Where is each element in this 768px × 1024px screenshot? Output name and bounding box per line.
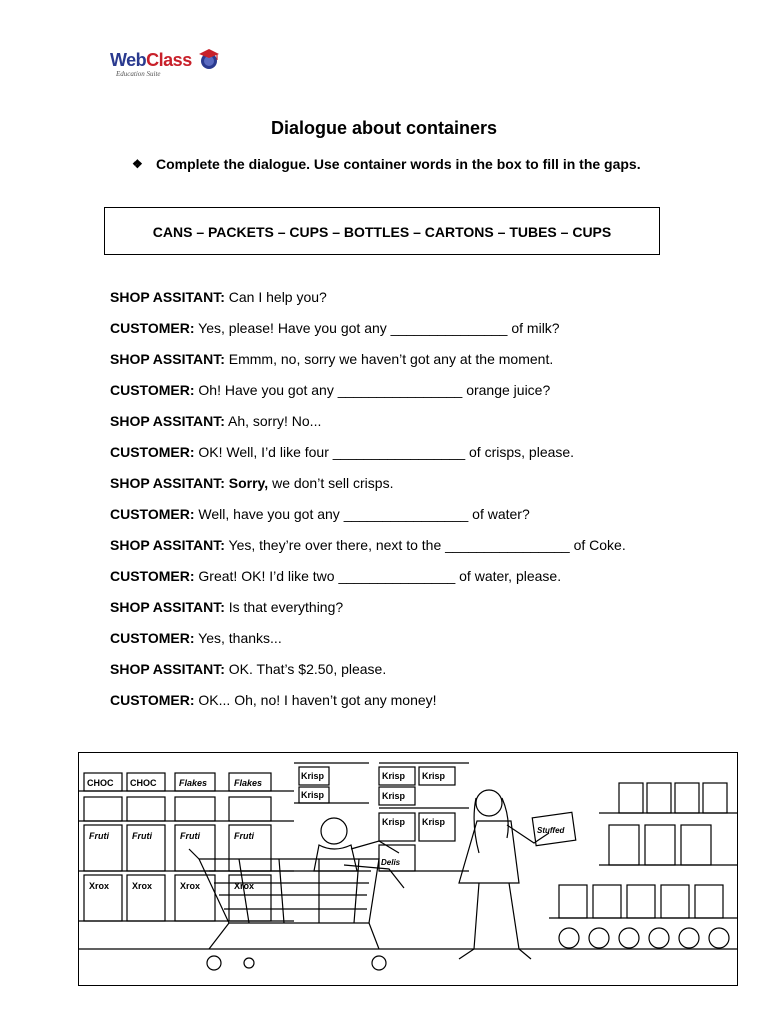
speaker-label: CUSTOMER: (110, 444, 195, 460)
krisp-label: Krisp (422, 817, 446, 827)
speaker-label: CUSTOMER: (110, 382, 195, 398)
speaker-label: SHOP ASSITANT: (110, 413, 225, 429)
diamond-bullet-icon: ❖ (132, 157, 143, 171)
speaker-label: SHOP ASSITANT: Sorry, (110, 475, 269, 491)
xrox-label: Xrox (180, 881, 201, 891)
supermarket-scene (79, 753, 738, 986)
krisp-label: Krisp (301, 790, 325, 800)
dialogue-line (110, 381, 670, 400)
speaker-label: CUSTOMER: (110, 630, 195, 646)
fruti-label: Fruti (180, 831, 200, 841)
dialogue-line (110, 350, 670, 369)
dialogue-line (110, 567, 670, 586)
webclass-logo (110, 48, 230, 80)
dialogue-text: OK! Well, I’d like four _________________ of crisps, please. (194, 444, 575, 460)
dialogue-text: OK. That’s $2.50, please. (224, 661, 387, 677)
flakes-label: Flakes (234, 778, 263, 788)
speaker-label: SHOP ASSITANT: (110, 351, 225, 367)
speaker-label: CUSTOMER: (110, 568, 195, 584)
dialogue-text: Well, have you got any ________________ of water? (194, 506, 530, 522)
dialogue-text: Emmm, no, sorry we haven’t got any at the moment. (224, 351, 554, 367)
dialogue-text: Yes, thanks... (194, 630, 282, 646)
flakes-label: Flakes (179, 778, 208, 788)
xrox-label: Xrox (234, 881, 255, 891)
graduation-cap-icon (198, 48, 220, 70)
dialogue-text: we don’t sell crisps. (268, 475, 394, 491)
dialogue-text: Yes, they’re over there, next to the ________________ of Coke. (224, 537, 626, 553)
krisp-label: Krisp (382, 771, 406, 781)
page-title: Dialogue about containers (270, 118, 498, 138)
choc-label: CHOC (87, 778, 114, 788)
speaker-label: SHOP ASSITANT: (110, 289, 225, 305)
dialogue-text: Great! OK! I’d like two _______________ of water, please. (194, 568, 562, 584)
xrox-label: Xrox (89, 881, 110, 891)
dialogue-line (110, 691, 670, 710)
delis-label: Delis (381, 858, 401, 867)
xrox-label: Xrox (132, 881, 153, 891)
dialogue-line (110, 536, 670, 555)
word-box: CANS – PACKETS – CUPS – BOTTLES – CARTONS – TUBES – CUPS (104, 207, 660, 255)
dialogue-line (110, 505, 670, 524)
dialogue-line (110, 660, 670, 679)
dialogue-line (110, 412, 670, 431)
dialogue-line (110, 319, 670, 338)
dialogue-text: Ah, sorry! No... (224, 413, 322, 429)
krisp-label: Krisp (422, 771, 446, 781)
logo-text (110, 50, 192, 71)
speaker-label: SHOP ASSITANT: (110, 537, 225, 553)
dialogue-line (110, 629, 670, 648)
instruction (132, 154, 662, 174)
fruti-label: Fruti (132, 831, 152, 841)
stuffed-label: Stuffed (537, 826, 565, 835)
dialogue-text: Is that everything? (224, 599, 344, 615)
dialogue-text: Can I help you? (224, 289, 327, 305)
krisp-label: Krisp (301, 771, 325, 781)
dialogue-text: OK... Oh, no! I haven’t got any money! (194, 692, 437, 708)
krisp-label: Krisp (382, 817, 406, 827)
instruction-text: Complete the dialogue. Use container words in the box to fill in the gaps. (156, 156, 641, 172)
logo-brand-web: Web (110, 50, 147, 70)
choc-label: CHOC (130, 778, 157, 788)
dialogue-line (110, 288, 670, 307)
dialogue-line (110, 598, 670, 617)
dialogue (110, 288, 670, 722)
speaker-label: SHOP ASSITANT: (110, 661, 225, 677)
logo-tagline: Education Suite (116, 70, 161, 78)
logo-brand-class: Class (146, 50, 192, 70)
speaker-label: CUSTOMER: (110, 692, 195, 708)
dialogue-line (110, 443, 670, 462)
fruti-label: Fruti (89, 831, 109, 841)
dialogue-text: Oh! Have you got any ________________ orange juice? (194, 382, 551, 398)
krisp-label: Krisp (382, 791, 406, 801)
dialogue-text: Yes, please! Have you got any _______________ of milk? (194, 320, 560, 336)
dialogue-line (110, 474, 670, 493)
speaker-label: CUSTOMER: (110, 320, 195, 336)
speaker-label: SHOP ASSITANT: (110, 599, 225, 615)
speaker-label: CUSTOMER: (110, 506, 195, 522)
supermarket-illustration (78, 752, 738, 986)
fruti-label: Fruti (234, 831, 254, 841)
